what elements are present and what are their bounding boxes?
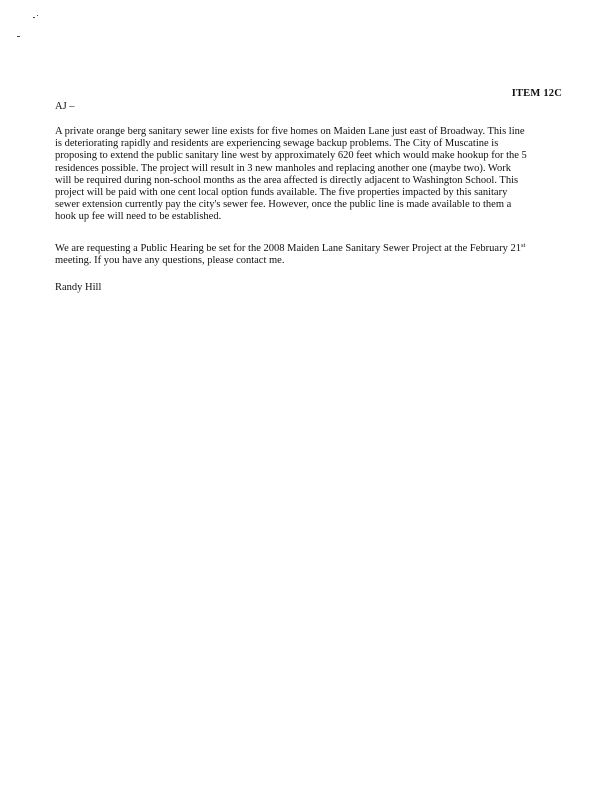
body-paragraph-1 <box>55 126 567 224</box>
paragraph-line: sewer extension currently pay the city's sewer fee. However, once the public line is made available to them a <box>55 199 512 211</box>
scan-speck <box>33 17 35 18</box>
scan-speck <box>37 15 38 16</box>
ordinal-suffix: st <box>520 242 526 249</box>
signature: Randy Hill <box>55 282 102 293</box>
paragraph-line: proposing to extend the public sanitary line west by approximately 620 feet which would make hookup for the 5 <box>55 150 527 162</box>
paragraph-line: residences possible. The project will result in 3 new manholes and replacing another one (maybe two). Work <box>55 162 511 174</box>
paragraph-line: meeting. If you have any questions, please contact me. <box>55 255 285 267</box>
item-label: ITEM 12C <box>511 88 562 99</box>
body-paragraph-2 <box>55 243 567 267</box>
paragraph-line <box>55 243 567 255</box>
paragraph-line: project will be paid with one cent local option funds available. The five properties impacted by this sanitary <box>55 187 508 199</box>
paragraph-line: A private orange berg sanitary sewer line exists for five homes on Maiden Lane just east of Broadway. This line <box>55 126 525 137</box>
paragraph-line-text: We are requesting a Public Hearing be set for the 2008 Maiden Lane Sanitary Sewer Project at the February 21 <box>55 243 521 254</box>
scan-speck <box>17 36 20 37</box>
paragraph-line: is deteriorating rapidly and residents are experiencing sewage backup problems. The City of Muscatine is <box>55 138 499 150</box>
paragraph-line: hook up fee will need to be established. <box>55 211 222 223</box>
paragraph-line: will be required during non-school months as the area affected is directly adjacent to Washington School. This <box>55 174 519 186</box>
salutation: AJ – <box>55 101 75 112</box>
